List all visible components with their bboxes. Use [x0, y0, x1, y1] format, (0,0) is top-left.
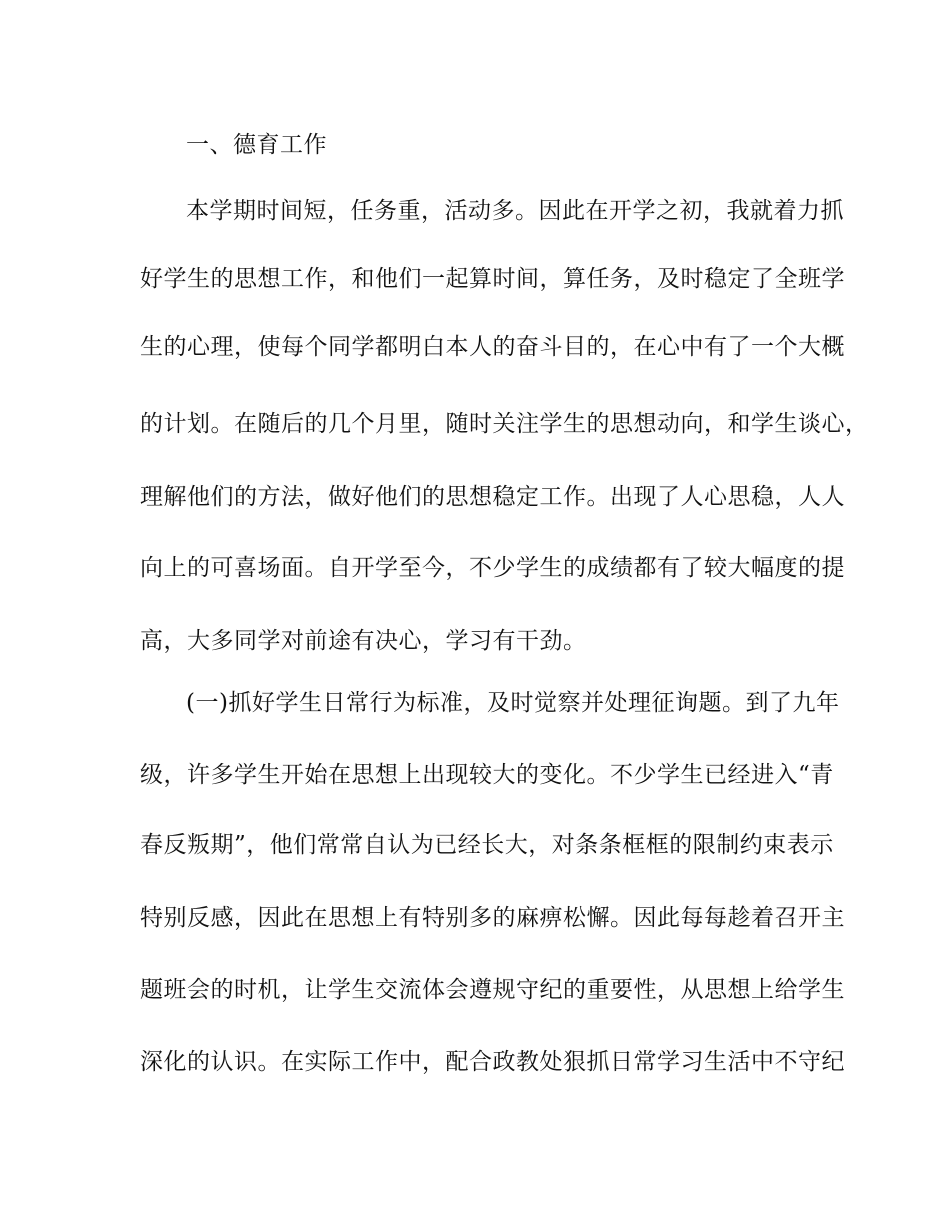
- paragraph-line: 级，许多学生开始在思想上出现较大的变化。不少学生已经进入“青: [140, 762, 834, 788]
- paragraph-line: 本学期时间短，任务重，活动多。因此在开学之初，我就着力抓: [186, 198, 844, 224]
- paragraph-line: 向上的可喜场面。自开学至今，不少学生的成绩都有了较大幅度的提: [140, 555, 845, 581]
- paragraph-line: 题班会的时机，让学生交流体会遵规守纪的重要性，从思想上给学生: [140, 977, 845, 1003]
- paragraph-line: 深化的认识。在实际工作中，配合政教处狠抓日常学习生活中不守纪: [140, 1049, 845, 1075]
- paragraph-line: 理解他们的方法，做好他们的思想稳定工作。出现了人心思稳，人人: [140, 484, 845, 510]
- paragraph-line: 的计划。在随后的几个月里，随时关注学生的思想动向，和学生谈心，: [140, 411, 869, 437]
- paragraph-line: 生的心理，使每个同学都明白本人的奋斗目的，在心中有了一个大概: [140, 334, 845, 360]
- paragraph-line: 春反叛期”，他们常常自认为已经长大，对条条框框的限制约束表示: [140, 832, 834, 858]
- paragraph-line: 好学生的思想工作，和他们一起算时间，算任务，及时稳定了全班学: [140, 266, 845, 292]
- paragraph-line: 高，大多同学对前途有决心，学习有干劲。: [140, 628, 587, 654]
- paragraph-line: (一)抓好学生日常行为标准，及时觉察并处理征询题。到了九年: [186, 690, 840, 716]
- paragraph-line: 特别反感，因此在思想上有特别多的麻痹松懈。因此每每趁着召开主: [140, 905, 845, 931]
- section-heading: 一、德育工作: [186, 132, 327, 158]
